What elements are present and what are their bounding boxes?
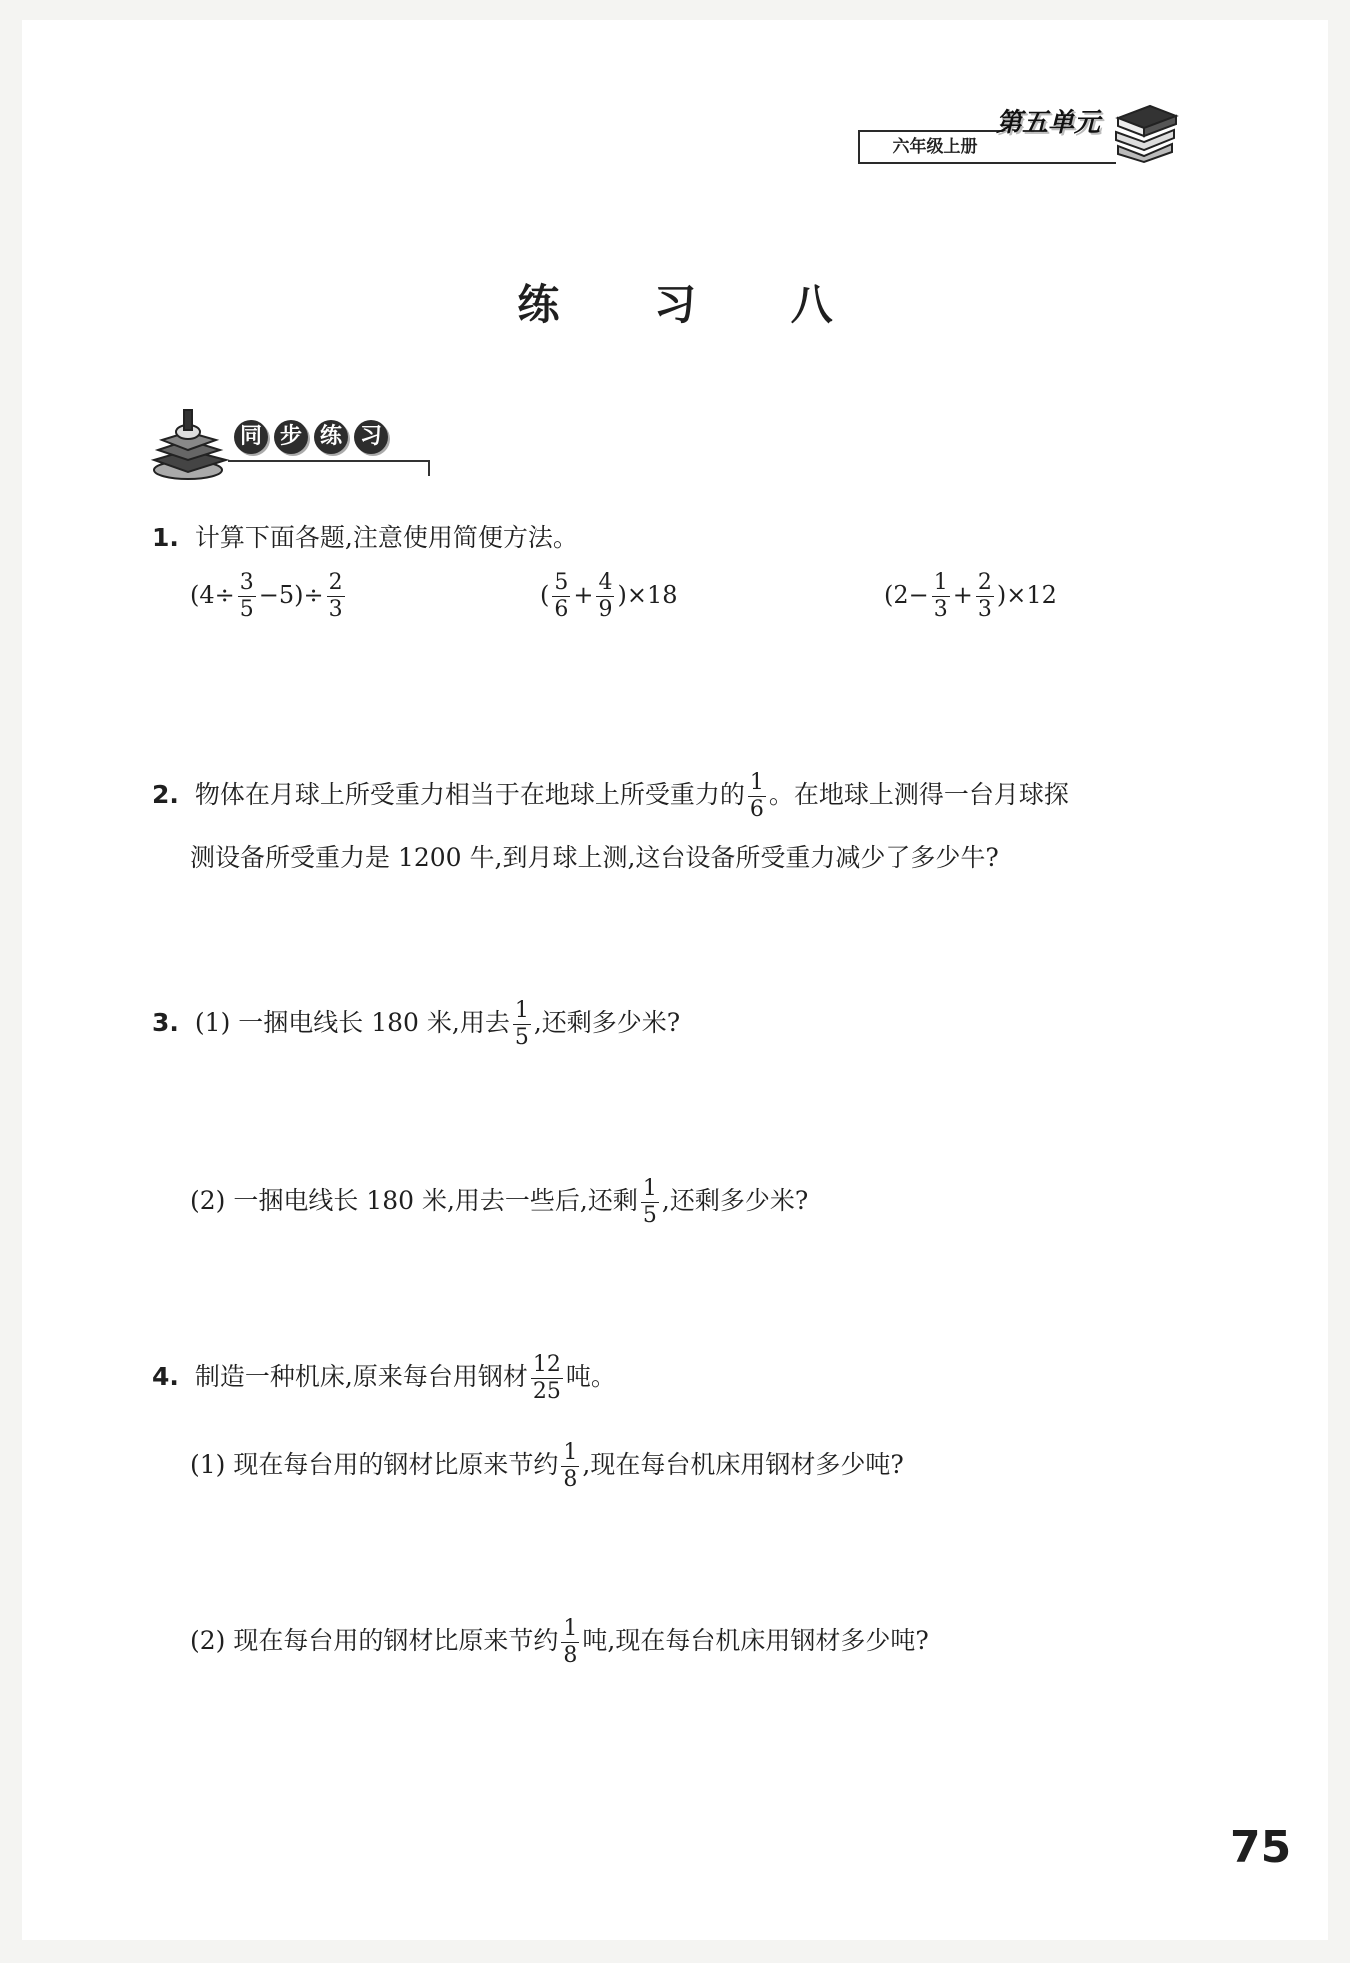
question-number: 1. — [152, 523, 179, 552]
fraction: $\frac{5}{6}$ — [554, 570, 569, 622]
fraction: $\frac{2}{3}$ — [977, 570, 992, 622]
question-text: 。在地球上测得一台月球探 — [768, 780, 1069, 809]
expr-text: )×18 — [617, 581, 678, 609]
question-text: ,还剩多少米? — [533, 1008, 681, 1037]
expression-1 — [190, 570, 348, 623]
question-text: ,还剩多少米? — [661, 1186, 809, 1215]
question-text: 物体在月球上所受重力相当于在地球上所受重力的 — [194, 780, 745, 809]
fraction: $\frac{3}{5}$ — [239, 570, 254, 622]
section-title — [234, 420, 388, 454]
question-text: (2) 一捆电线长 180 米,用去一些后,还剩 — [190, 1186, 638, 1215]
section-underline — [228, 460, 430, 476]
header-underline — [1008, 162, 1116, 164]
expr-text: (2− — [884, 581, 929, 609]
question-text: 吨,现在每台机床用钢材多少吨? — [582, 1626, 929, 1655]
book-stack-icon — [148, 404, 232, 484]
question-number: 3. — [152, 1008, 179, 1037]
question-text: (1) 一捆电线长 180 米,用去 — [194, 1008, 510, 1037]
fraction: $\frac{1}{5}$ — [642, 1176, 657, 1228]
books-icon — [1110, 96, 1180, 166]
expr-text: ( — [540, 581, 550, 609]
unit-label: 第五单元 — [996, 108, 1101, 138]
question-number: 4. — [152, 1362, 179, 1391]
section-char: 步 — [274, 420, 308, 454]
page-number: 75 — [1230, 1822, 1292, 1873]
question-text: 测设备所受重力是 1200 牛,到月球上测,这台设备所受重力减少了多少牛? — [190, 843, 999, 872]
fraction: $\frac{1}{8}$ — [563, 1440, 578, 1492]
expr-text: )×12 — [996, 581, 1057, 609]
section-char: 习 — [354, 420, 388, 454]
question-text: (1) 现在每台用的钢材比原来节约 — [190, 1450, 559, 1479]
expression-3 — [884, 570, 1057, 623]
question-2-line-2 — [190, 840, 999, 876]
unit-header — [858, 92, 1188, 172]
section-char: 练 — [314, 420, 348, 454]
grade-label: 六年级上册 — [858, 130, 1010, 164]
question-text: (2) 现在每台用的钢材比原来节约 — [190, 1626, 559, 1655]
question-text: 吨。 — [565, 1362, 616, 1391]
question-text: 制造一种机床,原来每台用钢材 — [194, 1362, 528, 1391]
fraction: $\frac{2}{3}$ — [328, 570, 343, 622]
expr-text: (4÷ — [190, 581, 235, 609]
expr-text: −5)÷ — [258, 581, 324, 609]
question-1 — [152, 520, 578, 556]
question-3 — [152, 998, 680, 1051]
fraction: $\frac{1}{5}$ — [514, 998, 529, 1050]
expr-text: + — [952, 581, 973, 609]
fraction: $\frac{1}{8}$ — [563, 1616, 578, 1668]
question-4-part-1 — [190, 1440, 904, 1493]
question-2 — [152, 770, 1069, 823]
question-3-part-2 — [190, 1176, 808, 1229]
question-text: 计算下面各题,注意使用简便方法。 — [194, 523, 578, 552]
fraction: $\frac{1}{6}$ — [749, 770, 764, 822]
question-number: 2. — [152, 780, 179, 809]
question-text: ,现在每台机床用钢材多少吨? — [582, 1450, 904, 1479]
fraction: $\frac{12}{25}$ — [532, 1352, 561, 1404]
fraction: $\frac{4}{9}$ — [598, 570, 613, 622]
expression-2 — [540, 570, 678, 623]
page-title: 练 习 八 — [517, 280, 873, 329]
question-4-part-2 — [190, 1616, 929, 1669]
fraction: $\frac{1}{3}$ — [933, 570, 948, 622]
section-badge — [148, 404, 428, 484]
question-4 — [152, 1352, 616, 1405]
expr-text: + — [573, 581, 594, 609]
section-char: 同 — [234, 420, 268, 454]
